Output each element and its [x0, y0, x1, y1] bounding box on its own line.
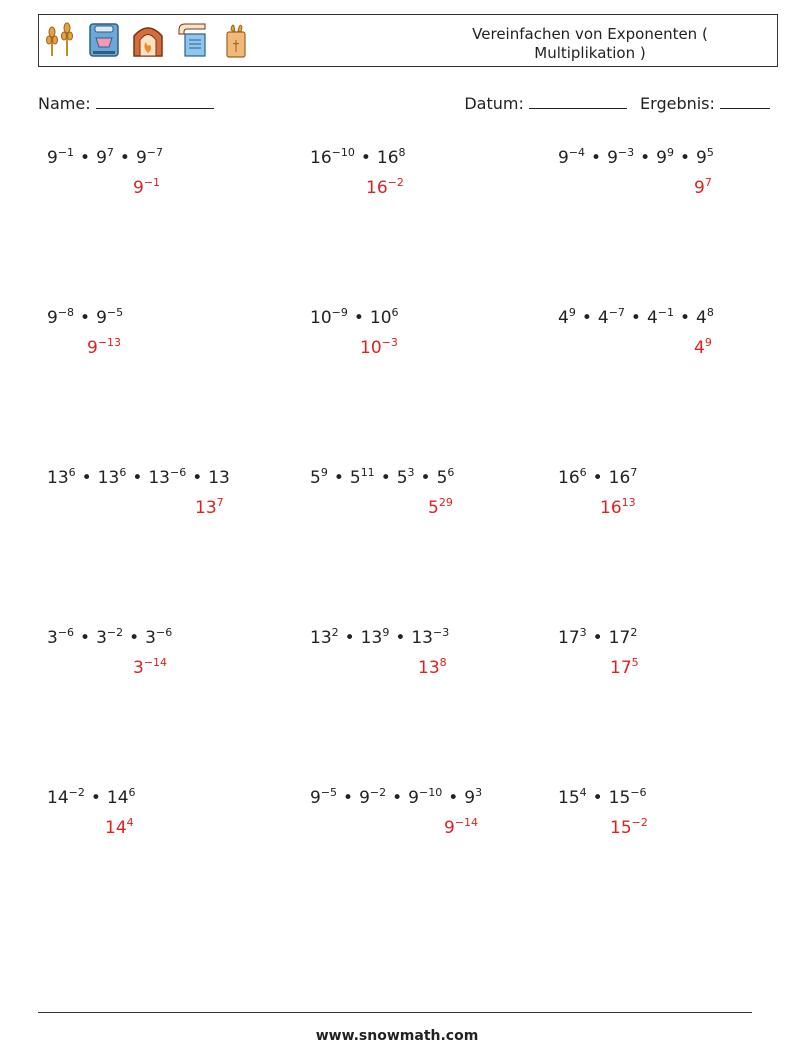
exponent: 6	[119, 466, 127, 479]
power-term	[136, 148, 163, 168]
power-term	[647, 308, 674, 328]
base: 15	[608, 788, 631, 808]
exponent: −14	[454, 816, 479, 829]
exponent: 5	[631, 656, 639, 669]
exponent: −6	[169, 466, 187, 479]
answer-power	[610, 658, 639, 678]
power-term	[96, 148, 114, 168]
problem-expression	[47, 308, 123, 328]
answer-power	[418, 658, 447, 678]
problem-answer	[694, 178, 712, 198]
multiply-dot: •	[353, 308, 364, 328]
base: 9	[87, 338, 98, 358]
base: 14	[47, 788, 69, 808]
power-term	[361, 628, 390, 648]
problem-answer	[610, 658, 639, 678]
problem-answer	[428, 498, 453, 518]
multiply-dot: •	[119, 148, 130, 168]
exponent: 6	[128, 786, 136, 799]
power-term	[359, 788, 386, 808]
exponent: 8	[439, 656, 447, 669]
result-label: Ergebnis:	[640, 94, 715, 113]
multiply-dot: •	[132, 468, 143, 488]
problem-answer	[694, 338, 712, 358]
exponent: −1	[57, 146, 75, 159]
base: 16	[600, 498, 622, 518]
exponent: 6	[391, 306, 399, 319]
power-term	[96, 308, 123, 328]
multiply-dot: •	[81, 468, 92, 488]
problem-expression	[47, 468, 230, 488]
exponent: −2	[68, 786, 85, 799]
base: 4	[558, 308, 569, 328]
power-term	[696, 308, 714, 328]
power-term	[47, 788, 85, 808]
base: 5	[428, 498, 439, 518]
multiply-dot: •	[90, 788, 101, 808]
multiply-dot: •	[448, 788, 459, 808]
exponent: 3	[475, 786, 483, 799]
base: 13	[418, 658, 440, 678]
base: 5	[310, 468, 321, 488]
problem-answer	[366, 178, 404, 198]
exponent: 2	[331, 626, 339, 639]
exponent: −14	[143, 656, 168, 669]
base: 5	[349, 468, 361, 488]
exponent: 3	[407, 466, 415, 479]
multiply-dot: •	[344, 628, 355, 648]
power-term	[310, 628, 339, 648]
base: 10	[369, 308, 392, 328]
power-term	[696, 148, 714, 168]
base: 17	[558, 628, 580, 648]
base: 9	[47, 148, 58, 168]
power-term	[47, 468, 76, 488]
base: 13	[310, 628, 332, 648]
exponent: −2	[387, 176, 404, 189]
multiply-dot: •	[343, 788, 354, 808]
power-term	[377, 148, 406, 168]
answer-power	[600, 498, 636, 518]
exponent: 4	[126, 816, 134, 829]
power-term	[370, 308, 399, 328]
base: 9	[408, 788, 419, 808]
multiply-dot: •	[380, 468, 391, 488]
base: 17	[608, 628, 631, 648]
answer-power	[444, 818, 478, 838]
exponent: 9	[320, 466, 328, 479]
exponent: −6	[630, 786, 647, 799]
base: 5	[436, 468, 448, 488]
exponent: −3	[432, 626, 450, 639]
multiply-dot: •	[640, 148, 651, 168]
exponent: −3	[617, 146, 635, 159]
exponent: 9	[568, 306, 576, 319]
answer-power	[87, 338, 121, 358]
power-term	[208, 468, 230, 488]
power-term	[598, 308, 625, 328]
exponent: −1	[143, 176, 161, 189]
problem-expression	[558, 308, 714, 328]
answer-power	[694, 178, 712, 198]
exponent: −10	[331, 146, 355, 159]
power-term	[148, 468, 186, 488]
base: 13	[47, 468, 69, 488]
exponent: 6	[579, 466, 587, 479]
base: 3	[47, 628, 58, 648]
exponent: 7	[106, 146, 114, 159]
base: 3	[145, 628, 156, 648]
exponent: −7	[146, 146, 163, 159]
multiply-dot: •	[630, 308, 641, 328]
base: 9	[96, 148, 107, 168]
base: 14	[105, 818, 127, 838]
base: 9	[310, 788, 321, 808]
power-term	[107, 788, 136, 808]
multiply-dot: •	[80, 148, 91, 168]
multiply-dot: •	[679, 148, 691, 168]
exponent: −5	[106, 306, 124, 319]
exponent: 9	[704, 336, 712, 349]
base: 9	[135, 148, 147, 168]
base: 10	[310, 308, 332, 328]
problem-expression	[310, 308, 399, 328]
answer-power	[360, 338, 398, 358]
base: 9	[607, 148, 618, 168]
exponent: −2	[369, 786, 387, 799]
answer-power	[195, 498, 224, 518]
exponent: 4	[579, 786, 587, 799]
answer-power	[105, 818, 134, 838]
answer-power	[610, 818, 648, 838]
problem-expression	[310, 468, 454, 488]
power-term	[558, 148, 585, 168]
exponent: 13	[621, 496, 636, 509]
answer-power	[133, 658, 167, 678]
problem-answer	[133, 658, 167, 678]
power-term	[47, 148, 74, 168]
power-term	[464, 788, 482, 808]
exponent: 8	[398, 146, 406, 159]
power-term	[411, 628, 449, 648]
power-term	[408, 788, 442, 808]
problem-answer	[360, 338, 398, 358]
multiply-dot: •	[392, 788, 403, 808]
problem-expression	[558, 468, 637, 488]
name-label: Name:	[38, 94, 91, 113]
multiply-dot: •	[581, 308, 592, 328]
problem-answer	[418, 658, 447, 678]
exponent: −10	[418, 786, 443, 799]
base: 4	[646, 308, 658, 328]
base: 9	[464, 788, 476, 808]
answer-power	[428, 498, 453, 518]
base: 17	[610, 658, 632, 678]
multiply-dot: •	[395, 628, 406, 648]
multiply-dot: •	[333, 468, 344, 488]
power-term	[558, 628, 587, 648]
base: 9	[656, 148, 667, 168]
base: 9	[558, 148, 569, 168]
worksheet-title: Vereinfachen von Exponenten ( Multiplikation )	[472, 25, 708, 62]
base: 9	[694, 178, 705, 198]
multiply-dot: •	[420, 468, 431, 488]
exponent: 2	[630, 626, 638, 639]
exponent: −2	[106, 626, 124, 639]
multiply-dot: •	[360, 148, 371, 168]
base: 9	[696, 148, 707, 168]
exponent: 9	[382, 626, 390, 639]
problem-expression	[47, 148, 163, 168]
base: 16	[310, 148, 332, 168]
exponent: 3	[579, 626, 587, 639]
problem-answer	[105, 818, 134, 838]
multiply-dot: •	[592, 628, 603, 648]
multiply-dot: •	[80, 628, 91, 648]
exponent: −9	[331, 306, 348, 319]
exponent: −3	[381, 336, 398, 349]
problem-expression	[558, 148, 714, 168]
base: 9	[96, 308, 107, 328]
answer-power	[366, 178, 404, 198]
power-term	[96, 628, 123, 648]
exponent: −6	[57, 626, 75, 639]
power-term	[609, 468, 638, 488]
problem-answer	[133, 178, 160, 198]
exponent: −13	[97, 336, 122, 349]
problem-expression	[558, 628, 637, 648]
power-term	[607, 148, 634, 168]
problem-expression	[310, 788, 482, 808]
base: 9	[444, 818, 455, 838]
multiply-dot: •	[592, 468, 603, 488]
power-term	[98, 468, 127, 488]
base: 9	[359, 788, 370, 808]
base: 4	[597, 308, 609, 328]
base: 15	[558, 788, 580, 808]
base: 9	[47, 308, 58, 328]
power-term	[47, 308, 74, 328]
exponent: −6	[155, 626, 173, 639]
multiply-dot: •	[80, 308, 91, 328]
multiply-dot: •	[592, 788, 603, 808]
exponent: 5	[706, 146, 714, 159]
base: 13	[195, 498, 217, 518]
base: 13	[208, 468, 230, 488]
exponent: 6	[447, 466, 455, 479]
exponent: −5	[320, 786, 338, 799]
base: 13	[148, 468, 170, 488]
power-term	[558, 468, 587, 488]
exponent: 7	[216, 496, 224, 509]
problem-expression	[47, 788, 136, 808]
base: 16	[376, 148, 399, 168]
multiply-dot: •	[192, 468, 203, 488]
problem-expression	[47, 628, 172, 648]
power-term	[310, 148, 355, 168]
power-term	[437, 468, 455, 488]
base: 3	[133, 658, 144, 678]
problem-answer	[600, 498, 636, 518]
problem-expression	[310, 148, 406, 168]
base: 15	[610, 818, 632, 838]
exponent: 9	[666, 146, 674, 159]
base: 14	[106, 788, 129, 808]
problem-answer	[444, 818, 478, 838]
exponent: −1	[657, 306, 674, 319]
answer-power	[133, 178, 160, 198]
power-term	[558, 788, 587, 808]
problem-answer	[195, 498, 224, 518]
base: 4	[694, 338, 705, 358]
multiply-dot: •	[129, 628, 140, 648]
answer-power	[694, 338, 712, 358]
base: 5	[396, 468, 408, 488]
footer-url: www.snowmath.com	[315, 1028, 479, 1044]
exponent: −8	[57, 306, 75, 319]
exponent: 7	[630, 466, 638, 479]
power-term	[310, 468, 328, 488]
exponent: 29	[438, 496, 453, 509]
problem-answer	[610, 818, 648, 838]
date-label: Datum:	[464, 94, 524, 113]
exponent: −2	[631, 816, 648, 829]
footer-divider	[38, 1012, 752, 1013]
exponent: 11	[360, 466, 375, 479]
power-term	[656, 148, 674, 168]
base: 9	[133, 178, 144, 198]
power-term	[145, 628, 172, 648]
exponent: 8	[706, 306, 714, 319]
base: 3	[96, 628, 107, 648]
power-term	[397, 468, 415, 488]
problem-expression	[310, 628, 449, 648]
power-term	[609, 628, 638, 648]
exponent: 7	[704, 176, 712, 189]
power-term	[558, 308, 576, 328]
base: 13	[97, 468, 120, 488]
base: 4	[696, 308, 707, 328]
power-term	[350, 468, 375, 488]
exponent: −7	[608, 306, 625, 319]
power-term	[609, 788, 647, 808]
power-term	[310, 308, 348, 328]
multiply-dot: •	[679, 308, 691, 328]
problem-answer	[87, 338, 121, 358]
exponent: −4	[568, 146, 586, 159]
base: 13	[360, 628, 383, 648]
base: 16	[608, 468, 631, 488]
exponent: 6	[68, 466, 76, 479]
problem-expression	[558, 788, 647, 808]
base: 16	[558, 468, 580, 488]
multiply-dot: •	[591, 148, 602, 168]
power-term	[310, 788, 337, 808]
power-term	[47, 628, 74, 648]
base: 10	[360, 338, 382, 358]
base: 16	[366, 178, 388, 198]
base: 13	[411, 628, 433, 648]
